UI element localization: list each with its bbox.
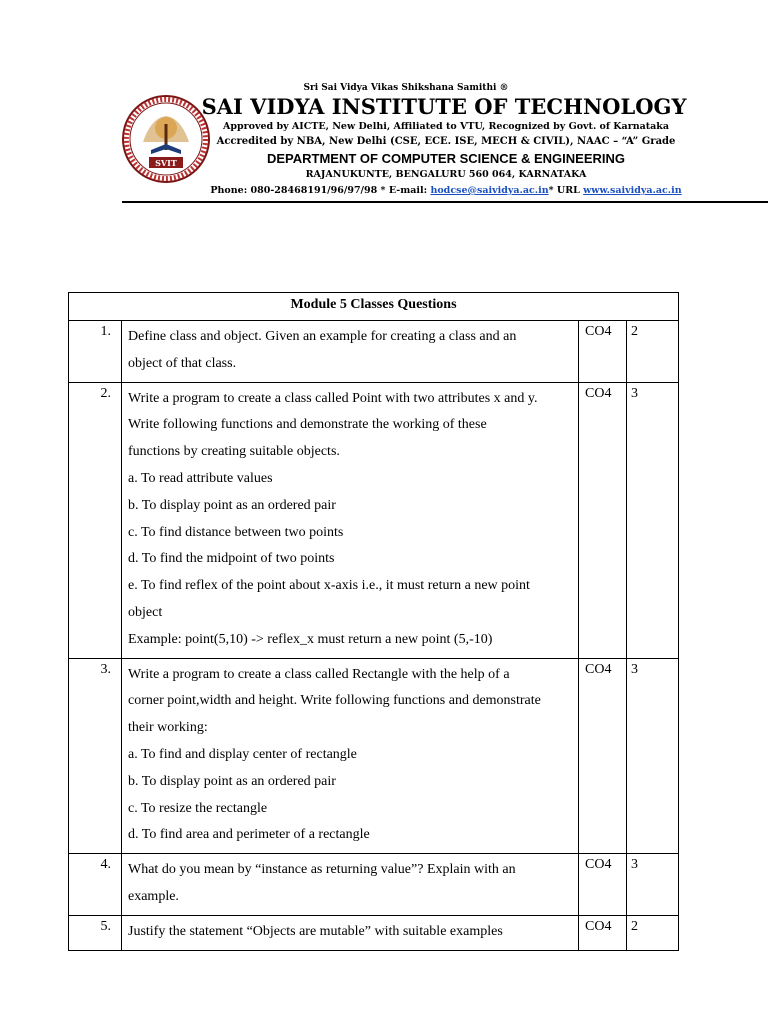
question-line: e. To find reflex of the point about x-axis i.e., it must return a new point: [128, 578, 530, 594]
institute-name: SAI VIDYA INSTITUTE OF TECHNOLOGY: [201, 94, 687, 119]
marks-value: 3: [627, 658, 679, 854]
table-row: [69, 382, 679, 658]
department-name: DEPARTMENT OF COMPUTER SCIENCE & ENGINEERING: [266, 151, 625, 166]
table-title: Module 5 Classes Questions: [69, 293, 679, 321]
questions-body: [69, 321, 679, 951]
approval-text: Approved by AICTE, New Delhi, Affiliated to VTU, Recognized by Govt. of Karnataka: [222, 121, 670, 132]
questions-table: [68, 292, 679, 951]
question-line: Write following functions and demonstrate the working of these: [128, 417, 487, 433]
question-line: example.: [128, 888, 179, 904]
marks-value: 3: [627, 382, 679, 658]
question-line: What do you mean by “instance as returning value”? Explain with an: [128, 862, 516, 878]
question-text: [122, 854, 579, 916]
marks-value: 2: [627, 321, 679, 383]
question-text: [122, 915, 579, 950]
table-row: [69, 321, 679, 383]
question-line: a. To find and display center of rectangle: [128, 746, 357, 762]
header-divider: [122, 201, 768, 203]
question-line: Write a program to create a class called Point with two attributes x and y.: [128, 390, 538, 406]
question-line: d. To find the midpoint of two points: [128, 551, 335, 567]
question-number: 1.: [69, 321, 122, 383]
question-line: a. To read attribute values: [128, 470, 273, 486]
website-link[interactable]: www.saividya.ac.in: [583, 185, 682, 196]
accreditation-text: Accredited by NBA, New Delhi (CSE, ECE. ISE, MECH & CIVIL), NAAC – “A” Grade: [216, 136, 676, 147]
table-row: [69, 854, 679, 916]
question-line: object of that class.: [128, 355, 237, 371]
email-link[interactable]: hodcse@saividya.ac.in: [430, 185, 549, 196]
url-prefix: * URL: [548, 185, 584, 196]
question-line: c. To resize the rectangle: [128, 800, 268, 816]
question-number: 3.: [69, 658, 122, 854]
question-line: object: [128, 604, 163, 620]
question-line: Write a program to create a class called Rectangle with the help of a: [128, 666, 510, 682]
question-line: Example: point(5,10) -> reflex_x must return a new point (5,-10): [128, 631, 493, 647]
question-number: 2.: [69, 382, 122, 658]
question-line: Justify the statement “Objects are mutable” with suitable examples: [128, 923, 503, 939]
letterhead: [0, 0, 768, 210]
question-line: d. To find area and perimeter of a rectangle: [128, 827, 370, 843]
question-line: c. To find distance between two points: [128, 524, 344, 540]
course-outcome: CO4: [579, 321, 627, 383]
phone-text: Phone: 080-28468191/96/97/98 * E-mail:: [210, 185, 431, 196]
course-outcome: CO4: [579, 382, 627, 658]
question-number: 5.: [69, 915, 122, 950]
table-row: [69, 915, 679, 950]
course-outcome: CO4: [579, 854, 627, 916]
question-line: Define class and object. Given an example for creating a class and an: [128, 329, 517, 344]
question-text: [122, 658, 579, 854]
table-row: [69, 658, 679, 854]
contact-line: [62, 185, 768, 196]
question-text: [122, 321, 579, 383]
question-line: their working:: [128, 720, 208, 736]
address-text: RAJANUKUNTE, BENGALURU 560 064, KARNATAKA: [305, 169, 587, 180]
course-outcome: CO4: [579, 658, 627, 854]
question-line: functions by creating suitable objects.: [128, 444, 340, 460]
marks-value: 3: [627, 854, 679, 916]
course-outcome: CO4: [579, 915, 627, 950]
question-line: corner point,width and height. Write following functions and demonstrate: [128, 693, 541, 709]
question-number: 4.: [69, 854, 122, 916]
question-text: [122, 382, 579, 658]
marks-value: 2: [627, 915, 679, 950]
logo-text: SVIT: [155, 158, 177, 168]
trust-name: Sri Sai Vidya Vikas Shikshana Samithi ®: [303, 83, 509, 93]
question-line: b. To display point as an ordered pair: [128, 497, 336, 513]
question-line: b. To display point as an ordered pair: [128, 773, 336, 789]
